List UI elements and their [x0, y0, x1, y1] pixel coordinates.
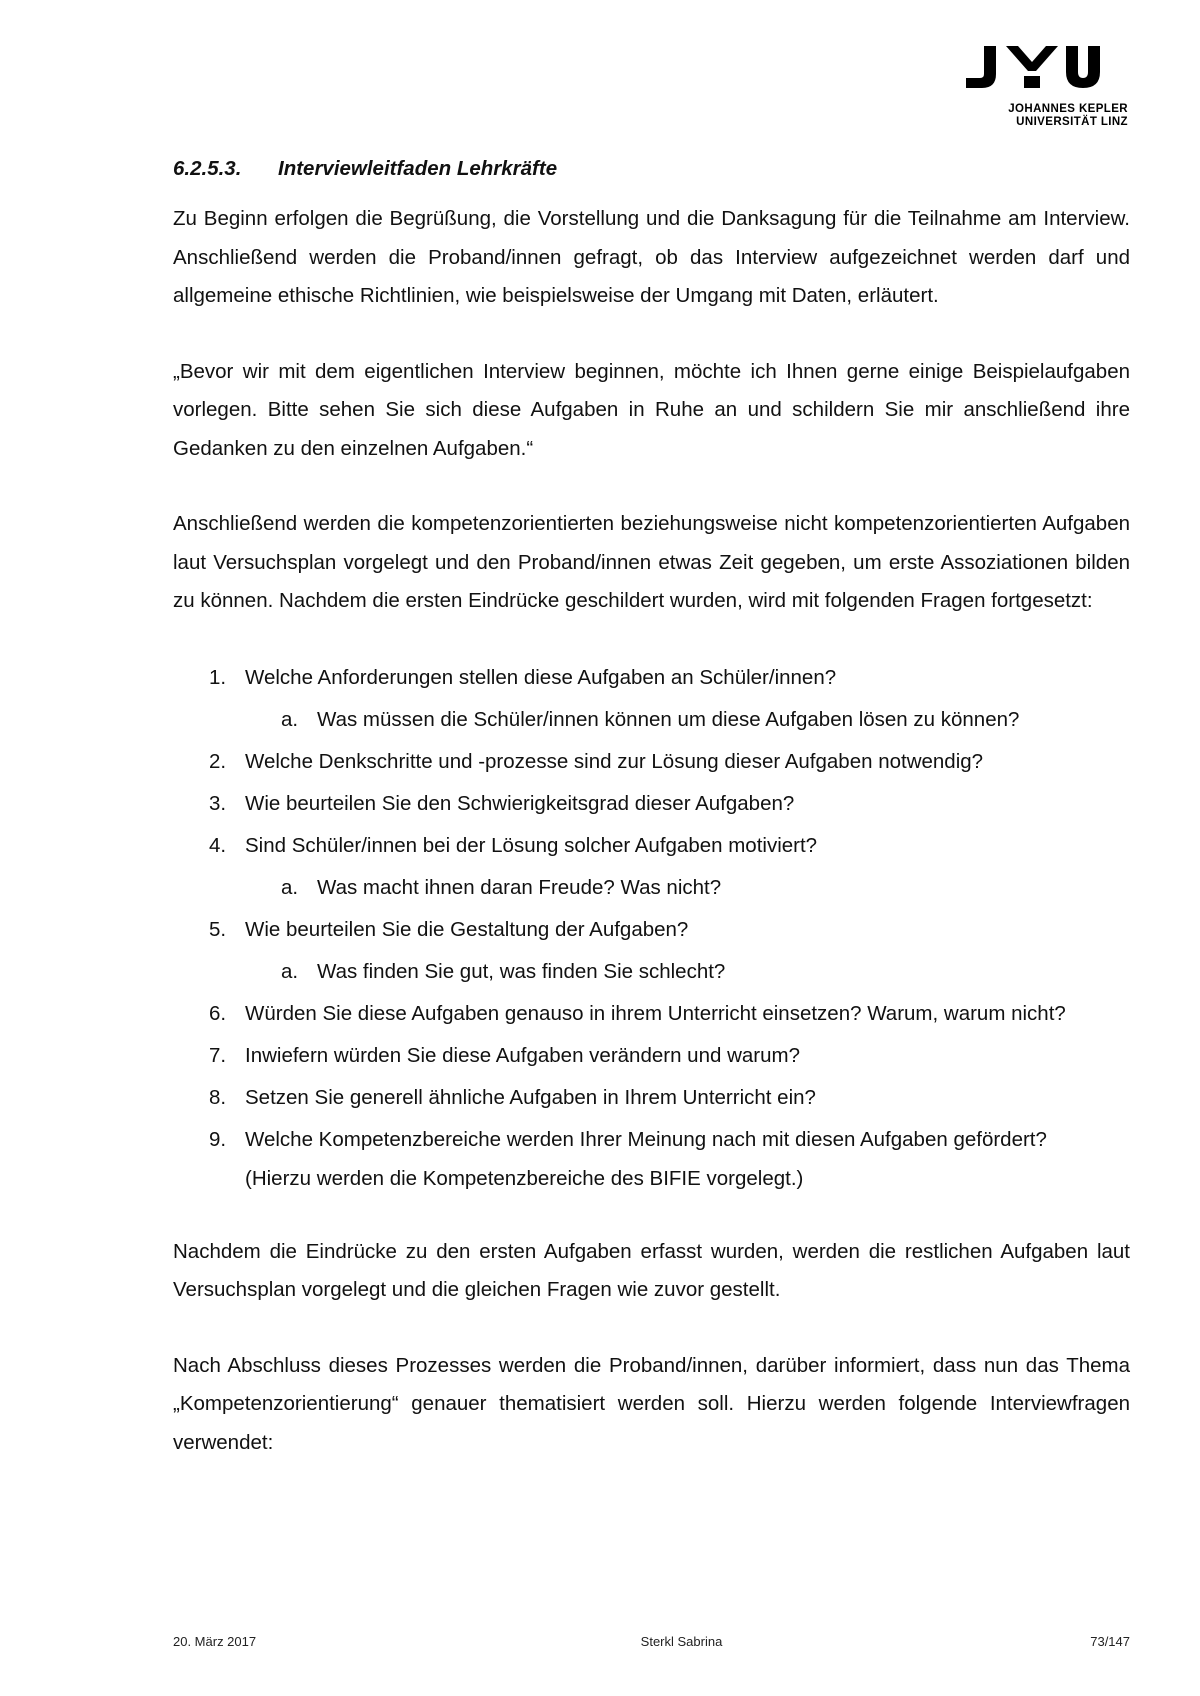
question-number: 3.: [209, 791, 227, 815]
section-number: 6.2.5.3.: [173, 157, 242, 180]
sub-question-text: Was müssen die Schüler/innen können um diese Aufgaben lösen zu können?: [317, 707, 1020, 731]
closing-paragraph: Nach Abschluss dieses Prozesses werden die Proband/innen, darüber informiert, dass nun das Thema „Kompetenzorientierung“ genauer thematisiert werden soll. Hierzu werden folgende Interviewfragen verwendet:: [173, 1353, 1130, 1454]
sub-question-letter: a.: [281, 875, 299, 899]
question-item: [173, 1083, 1130, 1112]
question-item: [173, 831, 1130, 902]
sub-question-text: Was finden Sie gut, was finden Sie schlecht?: [317, 959, 726, 983]
sub-question: [245, 873, 1130, 902]
question-text: Welche Anforderungen stellen diese Aufgaben an Schüler/innen?: [245, 665, 837, 689]
footer-author: Sterkl Sabrina: [640, 1634, 723, 1649]
quote-paragraph: „Bevor wir mit dem eigentlichen Interview beginnen, möchte ich Ihnen gerne einige Beispielaufgaben vorlegen. Bitte sehen Sie sich diese Aufgaben in Ruhe an und schildern Sie mir anschließend ihre Gedanken zu den einzelnen Aufgaben.“: [173, 359, 1130, 460]
question-number: 6.: [209, 1001, 227, 1025]
logo-text: [1008, 103, 1128, 129]
logo-line-2: UNIVERSITÄT LINZ: [1016, 116, 1128, 128]
question-item: [173, 663, 1130, 734]
sub-question: [245, 705, 1130, 734]
jku-logo-mark: [966, 46, 1100, 90]
question-text: Welche Denkschritte und -prozesse sind zur Lösung dieser Aufgaben notwendig?: [245, 749, 984, 773]
question-number: 4.: [209, 833, 227, 857]
question-item: [173, 999, 1130, 1028]
question-number: 9.: [209, 1127, 227, 1151]
sub-question-letter: a.: [281, 707, 299, 731]
question-number: 1.: [209, 665, 227, 689]
jku-logo: [938, 46, 1128, 132]
question-item: [173, 1041, 1130, 1070]
question-text: Welche Kompetenzbereiche werden Ihrer Meinung nach mit diesen Aufgaben gefördert?: [245, 1127, 1047, 1151]
followup-paragraph: Nachdem die Eindrücke zu den ersten Aufgaben erfasst wurden, werden die restlichen Aufgaben laut Versuchsplan vorgelegt und die gleichen Fragen wie zuvor gestellt.: [173, 1239, 1130, 1301]
main-content: [173, 150, 1130, 1499]
question-text: Sind Schüler/innen bei der Lösung solcher Aufgaben motiviert?: [245, 833, 818, 857]
intro-paragraph: Zu Beginn erfolgen die Begrüßung, die Vorstellung und die Danksagung für die Teilnahme am Interview. Anschließend werden die Proband/innen gefragt, ob das Interview aufgezeichnet werden darf und allgemeine ethische Richtlinien, wie beispielsweise der Umgang mit Daten, erläutert.: [173, 207, 1130, 307]
footer-page-number: 73/147: [1090, 1634, 1130, 1649]
logo-line-1: JOHANNES KEPLER: [1008, 103, 1128, 115]
sub-question-text: Was macht ihnen daran Freude? Was nicht?: [317, 875, 722, 899]
question-text: Inwiefern würden Sie diese Aufgaben verändern und warum?: [245, 1043, 800, 1067]
question-item: [173, 915, 1130, 986]
question-list: [173, 663, 1130, 1193]
question-note: (Hierzu werden die Kompetenzbereiche des BIFIE vorgelegt.): [245, 1166, 804, 1190]
sub-question: [245, 957, 1130, 986]
question-number: 2.: [209, 749, 227, 773]
question-text: Wie beurteilen Sie die Gestaltung der Aufgaben?: [245, 917, 689, 941]
section-title: Interviewleitfaden Lehrkräfte: [278, 157, 558, 180]
section-heading: [173, 150, 1130, 188]
procedure-paragraph: Anschließend werden die kompetenzorientierten beziehungsweise nicht kompetenzorientierten Aufgaben laut Versuchsplan vorgelegt und den Proband/innen etwas Zeit gegeben, um erste Assoziationen bilden zu können. Nachdem die ersten Eindrücke geschildert wurden, wird mit folgenden Fragen fortgesetzt:: [173, 512, 1130, 612]
question-number: 7.: [209, 1043, 227, 1067]
question-text: Setzen Sie generell ähnliche Aufgaben in Ihrem Unterricht ein?: [245, 1085, 816, 1109]
sub-question-letter: a.: [281, 959, 299, 983]
footer-date: 20. März 2017: [173, 1634, 257, 1649]
question-number: 5.: [209, 917, 227, 941]
question-text: Wie beurteilen Sie den Schwierigkeitsgrad dieser Aufgaben?: [245, 791, 795, 815]
question-item: [173, 789, 1130, 818]
question-text: Würden Sie diese Aufgaben genauso in ihrem Unterricht einsetzen? Warum, warum nicht?: [245, 1001, 1066, 1025]
question-number: 8.: [209, 1085, 227, 1109]
question-item: [173, 1125, 1130, 1193]
question-item: [173, 747, 1130, 776]
